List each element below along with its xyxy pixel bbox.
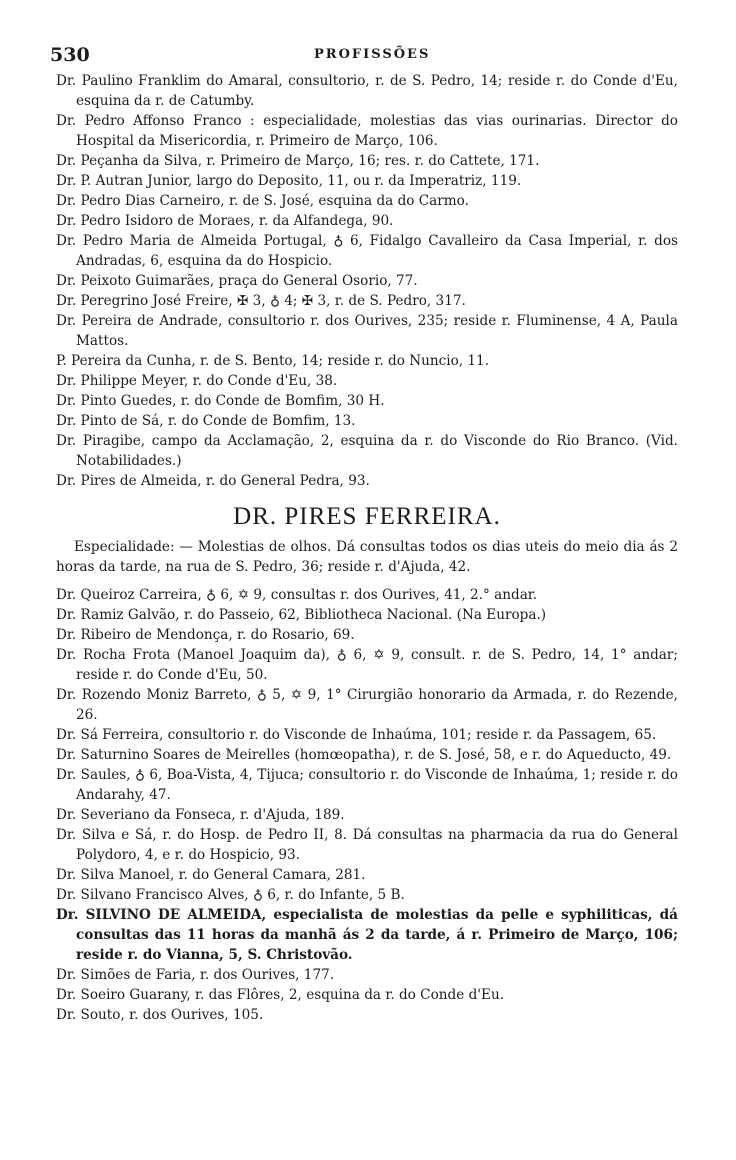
- page-header: [50, 44, 700, 68]
- list-item: Dr. Philippe Meyer, r. do Conde d'Eu, 38.: [56, 373, 338, 389]
- list-item: Dr. Peçanha da Silva, r. Primeiro de Março, 16; res. r. do Cattete, 171.: [56, 153, 540, 169]
- list-item: P. Pereira da Cunha, r. de S. Bento, 14; reside r. do Nuncio, 11.: [56, 353, 490, 369]
- list-item: Dr. Rozendo Moniz Barreto, ♁ 5, ✡ 9, 1° Cirurgião honorario da Armada, r. do Rezende, 26.: [56, 687, 678, 723]
- list-item-featured: Dr. SILVINO DE ALMEIDA, especialista de molestias da pelle e syphiliticas, dá consultas das 11 horas da manhã ás 2 da tarde, á r. Primeiro de Março, 106; reside r. do Vianna, 5, S. Christovão.: [56, 907, 678, 963]
- list-item: Dr. Saturnino Soares de Meirelles (homœopatha), r. de S. José, 58, e r. do Aqueducto, 49.: [56, 747, 672, 763]
- list-item: Dr. Silva e Sá, r. do Hosp. de Pedro II, 8. Dá consultas na pharmacia da rua do General Polydoro, 4, e r. do Hospicio, 93.: [56, 827, 678, 863]
- list-item: Dr. Sá Ferreira, consultorio r. do Visconde de Inhaúma, 101; reside r. da Passagem, 65.: [56, 727, 657, 743]
- list-item: Dr. Pires de Almeida, r. do General Pedra, 93.: [56, 473, 370, 489]
- list-item: Dr. Ramiz Galvão, r. do Passeio, 62, Bibliotheca Nacional. (Na Europa.): [56, 607, 547, 623]
- list-item: Dr. Pereira de Andrade, consultorio r. dos Ourives, 235; reside r. Fluminense, 4 A, Paula Mattos.: [56, 313, 678, 349]
- list-item: Dr. Saules, ♁ 6, Boa-Vista, 4, Tijuca; consultorio r. do Visconde de Inhaúma, 1; reside r. do Andarahy, 47.: [56, 767, 678, 803]
- page-number: 530: [50, 44, 90, 66]
- list-item: Dr. Paulino Franklim do Amaral, consultorio, r. de S. Pedro, 14; reside r. do Conde d'Eu, esquina da r. de Catumby.: [56, 73, 678, 109]
- list-item: Dr. Severiano da Fonseca, r. d'Ajuda, 189.: [56, 807, 345, 823]
- list-item: Dr. Peregrino José Freire, ✠ 3, ♁ 4; ✠ 3, r. de S. Pedro, 317.: [56, 293, 466, 309]
- list-item: Dr. P. Autran Junior, largo do Deposito, 11, ou r. da Imperatriz, 119.: [56, 173, 522, 189]
- running-title: PROFISSÕES: [314, 47, 431, 62]
- list-item: Dr. Simões de Faria, r. dos Ourives, 177.: [56, 967, 335, 983]
- section-text: Especialidade: — Molestias de olhos. Dá consultas todos os dias uteis do meio dia ás 2 horas da tarde, na rua de S. Pedro, 36; reside r. d'Ajuda, 42.: [56, 539, 678, 575]
- list-item: Dr. Pinto de Sá, r. do Conde de Bomfim, 13.: [56, 413, 356, 429]
- list-item: Dr. Pedro Dias Carneiro, r. de S. José, esquina da do Carmo.: [56, 193, 469, 209]
- list-item: Dr. Soeiro Guarany, r. das Flôres, 2, esquina da r. do Conde d'Eu.: [56, 987, 505, 1003]
- section-title: DR. PIRES FERREIRA.: [233, 503, 501, 530]
- list-item: Dr. Piragibe, campo da Acclamação, 2, esquina da r. do Visconde do Rio Branco. (Vid. Notabilidades.): [56, 433, 678, 469]
- list-item: Dr. Peixoto Guimarães, praça do General Osorio, 77.: [56, 273, 418, 289]
- list-item: Dr. Pinto Guedes, r. do Conde de Bomfim, 30 H.: [56, 393, 385, 409]
- list-item: Dr. Pedro Maria de Almeida Portugal, ♁ 6, Fidalgo Cavalleiro da Casa Imperial, r. dos Andradas, 6, esquina da do Hospicio.: [56, 233, 678, 269]
- list-item: Dr. Pedro Isidoro de Moraes, r. da Alfandega, 90.: [56, 213, 394, 229]
- list-item: Dr. Souto, r. dos Ourives, 105.: [56, 1007, 264, 1023]
- list-item: Dr. Queiroz Carreira, ♁ 6, ✡ 9, consultas r. dos Ourives, 41, 2.° andar.: [56, 587, 538, 603]
- list-item: Dr. Rocha Frota (Manoel Joaquim da), ♁ 6, ✡ 9, consult. r. de S. Pedro, 14, 1° andar; reside r. do Conde d'Eu, 50.: [56, 647, 678, 683]
- directory-body: [56, 71, 678, 1025]
- list-item: Dr. Ribeiro de Mendonça, r. do Rosario, 69.: [56, 627, 355, 643]
- list-item: Dr. Silvano Francisco Alves, ♁ 6, r. do Infante, 5 B.: [56, 887, 405, 903]
- list-item: Dr. Silva Manoel, r. do General Camara, 281.: [56, 867, 366, 883]
- list-item: Dr. Pedro Affonso Franco : especialidade, molestias das vias ourinarias. Director do Hospital da Misericordia, r. Primeiro de Março, 106.: [56, 113, 678, 149]
